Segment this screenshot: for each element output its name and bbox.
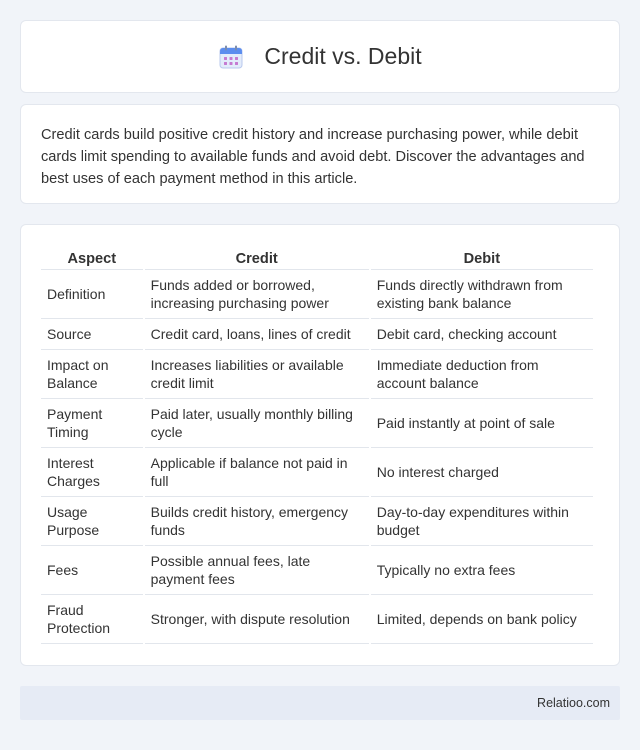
table-row [41,448,593,497]
column-header-credit: Credit [145,247,369,270]
footer [20,686,620,720]
credit-cell: Builds credit history, emergency funds [145,497,369,546]
aspect-cell: Fees [41,546,143,595]
title-wrap [218,43,421,70]
table-row [41,319,593,350]
credit-cell: Possible annual fees, late payment fees [145,546,369,595]
comparison-table [39,247,595,644]
debit-cell: Immediate deduction from account balance [371,350,593,399]
debit-cell: Typically no extra fees [371,546,593,595]
credit-cell: Credit card, loans, lines of credit [145,319,369,350]
intro-card [20,104,620,204]
aspect-cell: Source [41,319,143,350]
debit-cell: No interest charged [371,448,593,497]
aspect-cell: Fraud Protection [41,595,143,644]
column-header-aspect: Aspect [41,247,143,270]
credit-cell: Increases liabilities or available credit limit [145,350,369,399]
table-row [41,399,593,448]
table-row [41,270,593,319]
table-header-row [41,247,593,270]
aspect-cell: Payment Timing [41,399,143,448]
aspect-cell: Interest Charges [41,448,143,497]
debit-cell: Paid instantly at point of sale [371,399,593,448]
footer-site-link[interactable]: Relatioo.com [537,696,610,710]
page-title: Credit vs. Debit [264,43,422,69]
calendar-icon [218,44,244,70]
debit-cell: Funds directly withdrawn from existing bank balance [371,270,593,319]
column-header-debit: Debit [371,247,593,270]
credit-cell: Paid later, usually monthly billing cycle [145,399,369,448]
debit-cell: Limited, depends on bank policy [371,595,593,644]
aspect-cell: Impact on Balance [41,350,143,399]
aspect-cell: Usage Purpose [41,497,143,546]
table-card [20,224,620,666]
table-row [41,497,593,546]
credit-cell: Applicable if balance not paid in full [145,448,369,497]
table-row [41,350,593,399]
aspect-cell: Definition [41,270,143,319]
title-card [20,20,620,93]
table-row [41,546,593,595]
debit-cell: Day-to-day expenditures within budget [371,497,593,546]
credit-cell: Funds added or borrowed, increasing purchasing power [145,270,369,319]
table-row [41,595,593,644]
intro-text: Credit cards build positive credit history and increase purchasing power, while debit cards limit spending to available funds and avoid debt. Discover the advantages and best uses of each payment method in this article. [41,127,585,187]
debit-cell: Debit card, checking account [371,319,593,350]
credit-cell: Stronger, with dispute resolution [145,595,369,644]
